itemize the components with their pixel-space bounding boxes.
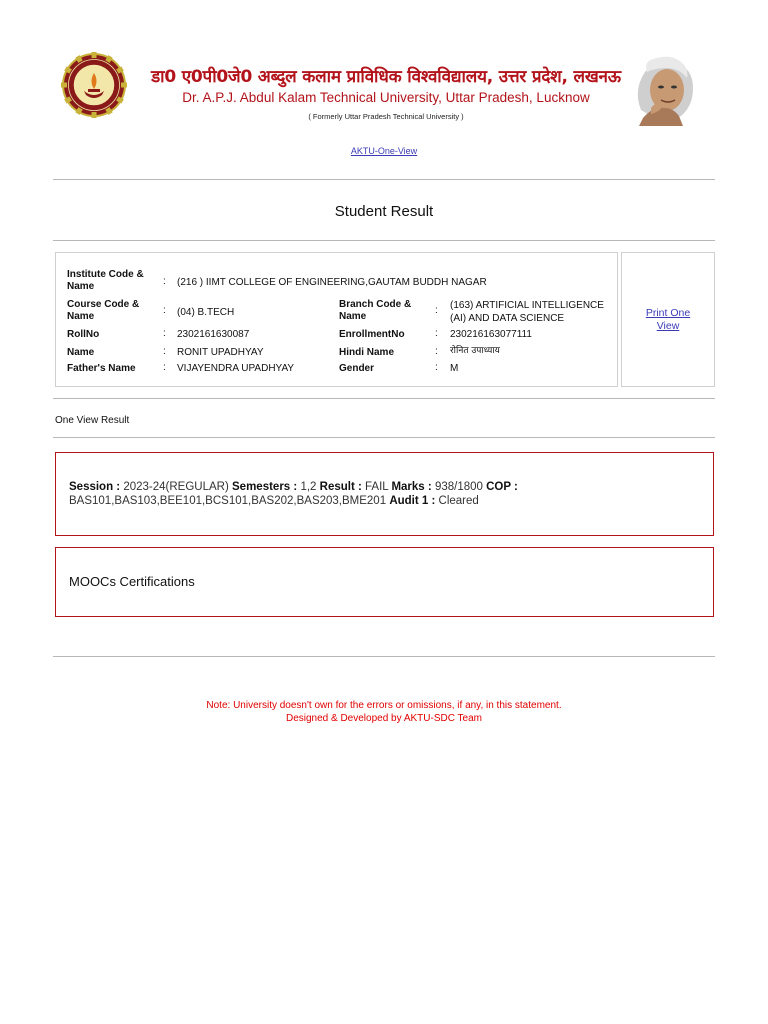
audit-value: Cleared [438, 495, 479, 507]
separator: : [435, 305, 438, 316]
name-label: Name [67, 347, 95, 358]
session-value: 2023-24(REGULAR) [123, 481, 229, 493]
semesters-label: Semesters : [232, 481, 298, 493]
university-seal-icon [61, 52, 127, 118]
rollno-value: 2302161630087 [177, 329, 250, 340]
cop-label: COP : [486, 481, 518, 493]
branch-value: (163) ARTIFICIAL INTELLIGENCE (AI) AND DATA SCIENCE [450, 300, 604, 324]
separator: : [163, 276, 166, 287]
audit-label: Audit 1 : [389, 495, 436, 507]
university-former-name: ( Formerly Uttar Pradesh Technical University ) [308, 112, 464, 121]
separator: : [435, 328, 438, 339]
result-summary [69, 480, 699, 508]
result-summary-panel [55, 452, 714, 536]
university-name-english: Dr. A.P.J. Abdul Kalam Technical University, Uttar Pradesh, Lucknow [182, 90, 590, 105]
one-view-result-label: One View Result [55, 415, 130, 426]
divider [53, 240, 715, 241]
divider [53, 179, 715, 180]
father-name-value: VIJAYENDRA UPADHYAY [177, 363, 295, 374]
page-title: Student Result [334, 203, 434, 220]
separator: : [163, 305, 166, 316]
aktu-one-view-link-container [0, 146, 768, 156]
cop-value: BAS101,BAS103,BEE101,BCS101,BAS202,BAS203,BME201 [69, 495, 387, 507]
student-info-panel [55, 252, 618, 387]
page-header [55, 50, 715, 130]
marks-label: Marks : [391, 481, 432, 493]
enrollment-value: 230216163077111 [450, 329, 532, 340]
divider [53, 437, 715, 438]
course-value: (04) B.TECH [177, 307, 235, 318]
rollno-label: RollNo [67, 329, 100, 340]
print-one-view-link[interactable]: Print One View [645, 306, 691, 332]
separator: : [163, 362, 166, 373]
separator: : [435, 362, 438, 373]
hindi-name-label: Hindi Name [339, 347, 395, 358]
course-label: Course Code & Name [67, 299, 140, 322]
separator: : [163, 346, 166, 357]
footer-note [0, 700, 768, 725]
divider [53, 398, 715, 399]
separator: : [163, 328, 166, 339]
result-label: Result : [319, 481, 362, 493]
developer-credit: Designed & Developed by AKTU-SDC Team [285, 712, 483, 724]
father-name-label: Father's Name [67, 363, 136, 374]
separator: : [435, 346, 438, 357]
university-name-hindi: डा0 ए0पी0जे0 अब्दुल कलाम प्राविधिक विश्वविद्यालय, उत्तर प्रदेश, लखनऊ [151, 67, 621, 87]
enrollment-label: EnrollmentNo [339, 329, 405, 340]
moocs-panel [55, 547, 714, 617]
semesters-value: 1,2 [300, 481, 317, 493]
branch-label: Branch Code & Name [339, 299, 412, 322]
institute-value: (216 ) IIMT COLLEGE OF ENGINEERING,GAUTAM BUDDH NAGAR [177, 277, 487, 288]
moocs-title: MOOCs Certifications [69, 574, 195, 589]
print-panel [621, 252, 715, 387]
hindi-name-value: रोनित उपाध्याय [450, 346, 500, 356]
name-value: RONIT UPADHYAY [177, 347, 264, 358]
session-label: Session : [69, 481, 121, 493]
gender-label: Gender [339, 363, 375, 374]
kalam-portrait-icon [623, 50, 707, 126]
marks-value: 938/1800 [434, 481, 483, 493]
divider [53, 656, 715, 657]
aktu-one-view-link[interactable]: AKTU-One-View [350, 146, 418, 156]
result-value: FAIL [365, 481, 389, 493]
gender-value: M [450, 363, 459, 374]
institute-label: Institute Code & Name [67, 269, 144, 292]
disclaimer-text: Note: University doesn't own for the errors or omissions, if any, in this statement. [206, 700, 562, 711]
